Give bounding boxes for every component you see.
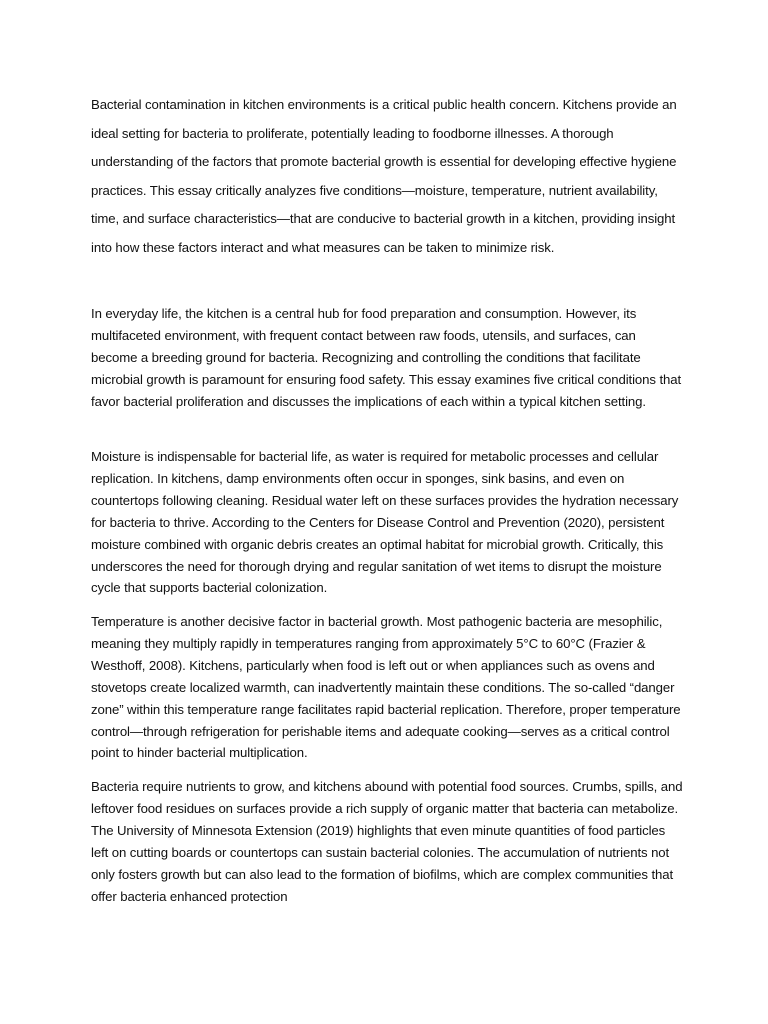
paragraph-nutrients: Bacteria require nutrients to grow, and kitchens abound with potential food sources. Crumbs, spills, and leftover food residues on surfaces provide a rich supply of organic matter that bacteria can metabolize. The University of Minnesota Extension (2019) highlights that even minute quantities of food particles left on cutting boards or countertops can sustain bacterial colonies. The accumulation of nutrients not only fosters growth but can also lead to the formation of biofilms, which are complex communities that offer bacteria enhanced protection bbox=[91, 779, 683, 904]
paragraph-context: In everyday life, the kitchen is a central hub for food preparation and consumption. However, its multifaceted environment, with frequent contact between raw foods, utensils, and surfaces, can become a breeding ground for bacteria. Recognizing and controlling the conditions that facilitate microbial growth is paramount for ensuring food safety. This essay examines five critical conditions that favor bacterial proliferation and discusses the implications of each within a typical kitchen setting. bbox=[91, 306, 682, 409]
paragraph-moisture: Moisture is indispensable for bacterial life, as water is required for metabolic processes and cellular replication. In kitchens, damp environments often occur in sponges, sink basins, and even on countertops following cleaning. Residual water left on these surfaces provides the hydration necessary for bacteria to thrive. According to the Centers for Disease Control and Prevention (2020), persistent moisture combined with organic debris creates an optimal habitat for microbial growth. Critically, this underscores the need for thorough drying and regular sanitation of wet items to disrupt the moisture cycle that supports bacterial colonization. bbox=[91, 449, 679, 596]
paragraph-introduction: Bacterial contamination in kitchen environments is a critical public health concern. Kitchens provide an ideal setting for bacteria to proliferate, potentially leading to foodborne illnesses. A thorough understanding of the factors that promote bacterial growth is essential for developing effective hygiene practices. This essay critically analyzes five conditions—moisture, temperature, nutrient availability, time, and surface characteristics—that are conducive to bacterial growth in a kitchen, providing insight into how these factors interact and what measures can be taken to minimize risk. bbox=[91, 97, 677, 255]
paragraph-temperature: Temperature is another decisive factor in bacterial growth. Most pathogenic bacteria are mesophilic, meaning they multiply rapidly in temperatures ranging from approximately 5°C to 60°C (Frazier & Westhoff, 2008). Kitchens, particularly when food is left out or when appliances such as ovens and stovetops create localized warmth, can inadvertently maintain these conditions. The so-called “danger zone” within this temperature range facilitates rapid bacterial replication. Therefore, proper temperature control—through refrigeration for perishable items and adequate cooking—serves as a critical control point to hinder bacterial multiplication. bbox=[91, 614, 681, 761]
